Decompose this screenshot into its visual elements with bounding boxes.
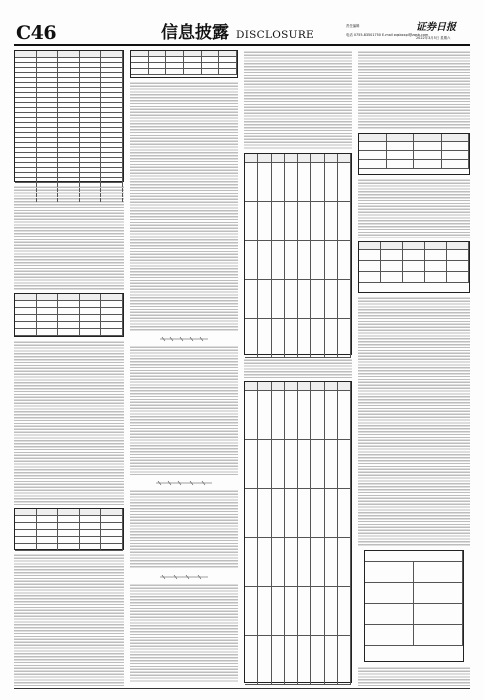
data-table-8 bbox=[358, 241, 470, 293]
section-title-english: DISCLOSURE bbox=[236, 29, 314, 41]
data-table-7 bbox=[358, 133, 470, 175]
formula-2 bbox=[130, 475, 238, 489]
data-table-6 bbox=[244, 381, 352, 683]
data-table-1 bbox=[14, 50, 124, 182]
column-3 bbox=[244, 50, 352, 686]
text-block-2 bbox=[14, 340, 124, 505]
column-4 bbox=[358, 50, 470, 686]
text-block-12 bbox=[358, 296, 470, 546]
footer-rule bbox=[14, 688, 470, 689]
text-block-7 bbox=[130, 583, 238, 683]
data-table-5 bbox=[244, 153, 352, 355]
formula-1 bbox=[130, 331, 238, 345]
text-block-11 bbox=[358, 178, 470, 238]
column-1 bbox=[14, 50, 124, 686]
data-table-2 bbox=[14, 293, 124, 337]
text-block-4 bbox=[130, 81, 238, 331]
text-block-8 bbox=[244, 50, 352, 150]
newspaper-logo: 证券日报 bbox=[416, 22, 456, 33]
text-block-3 bbox=[14, 553, 124, 686]
text-block-10 bbox=[358, 50, 470, 130]
formula-1-glyph bbox=[130, 332, 238, 346]
page-number: C46 bbox=[16, 22, 57, 44]
formula-3-glyph bbox=[130, 570, 238, 584]
signature-form-box bbox=[364, 550, 464, 662]
contact-line: 电话 0755-83501750 E-mail zqsbxxpl@zqsb.com bbox=[346, 33, 429, 37]
text-block-5 bbox=[130, 345, 238, 475]
section-title: 信息披露 bbox=[161, 23, 229, 43]
editor-line: 责任编辑 bbox=[346, 24, 360, 28]
text-block-9 bbox=[244, 358, 352, 378]
formula-3 bbox=[130, 569, 238, 583]
data-table-3 bbox=[14, 508, 124, 550]
data-table-4 bbox=[130, 50, 238, 78]
text-block-6 bbox=[130, 489, 238, 569]
date-line: 2022年3月5日 星期六 bbox=[416, 36, 451, 40]
column-2 bbox=[130, 50, 238, 686]
text-block-13 bbox=[358, 666, 470, 686]
page-header bbox=[14, 22, 470, 46]
formula-2-glyph bbox=[130, 476, 238, 490]
